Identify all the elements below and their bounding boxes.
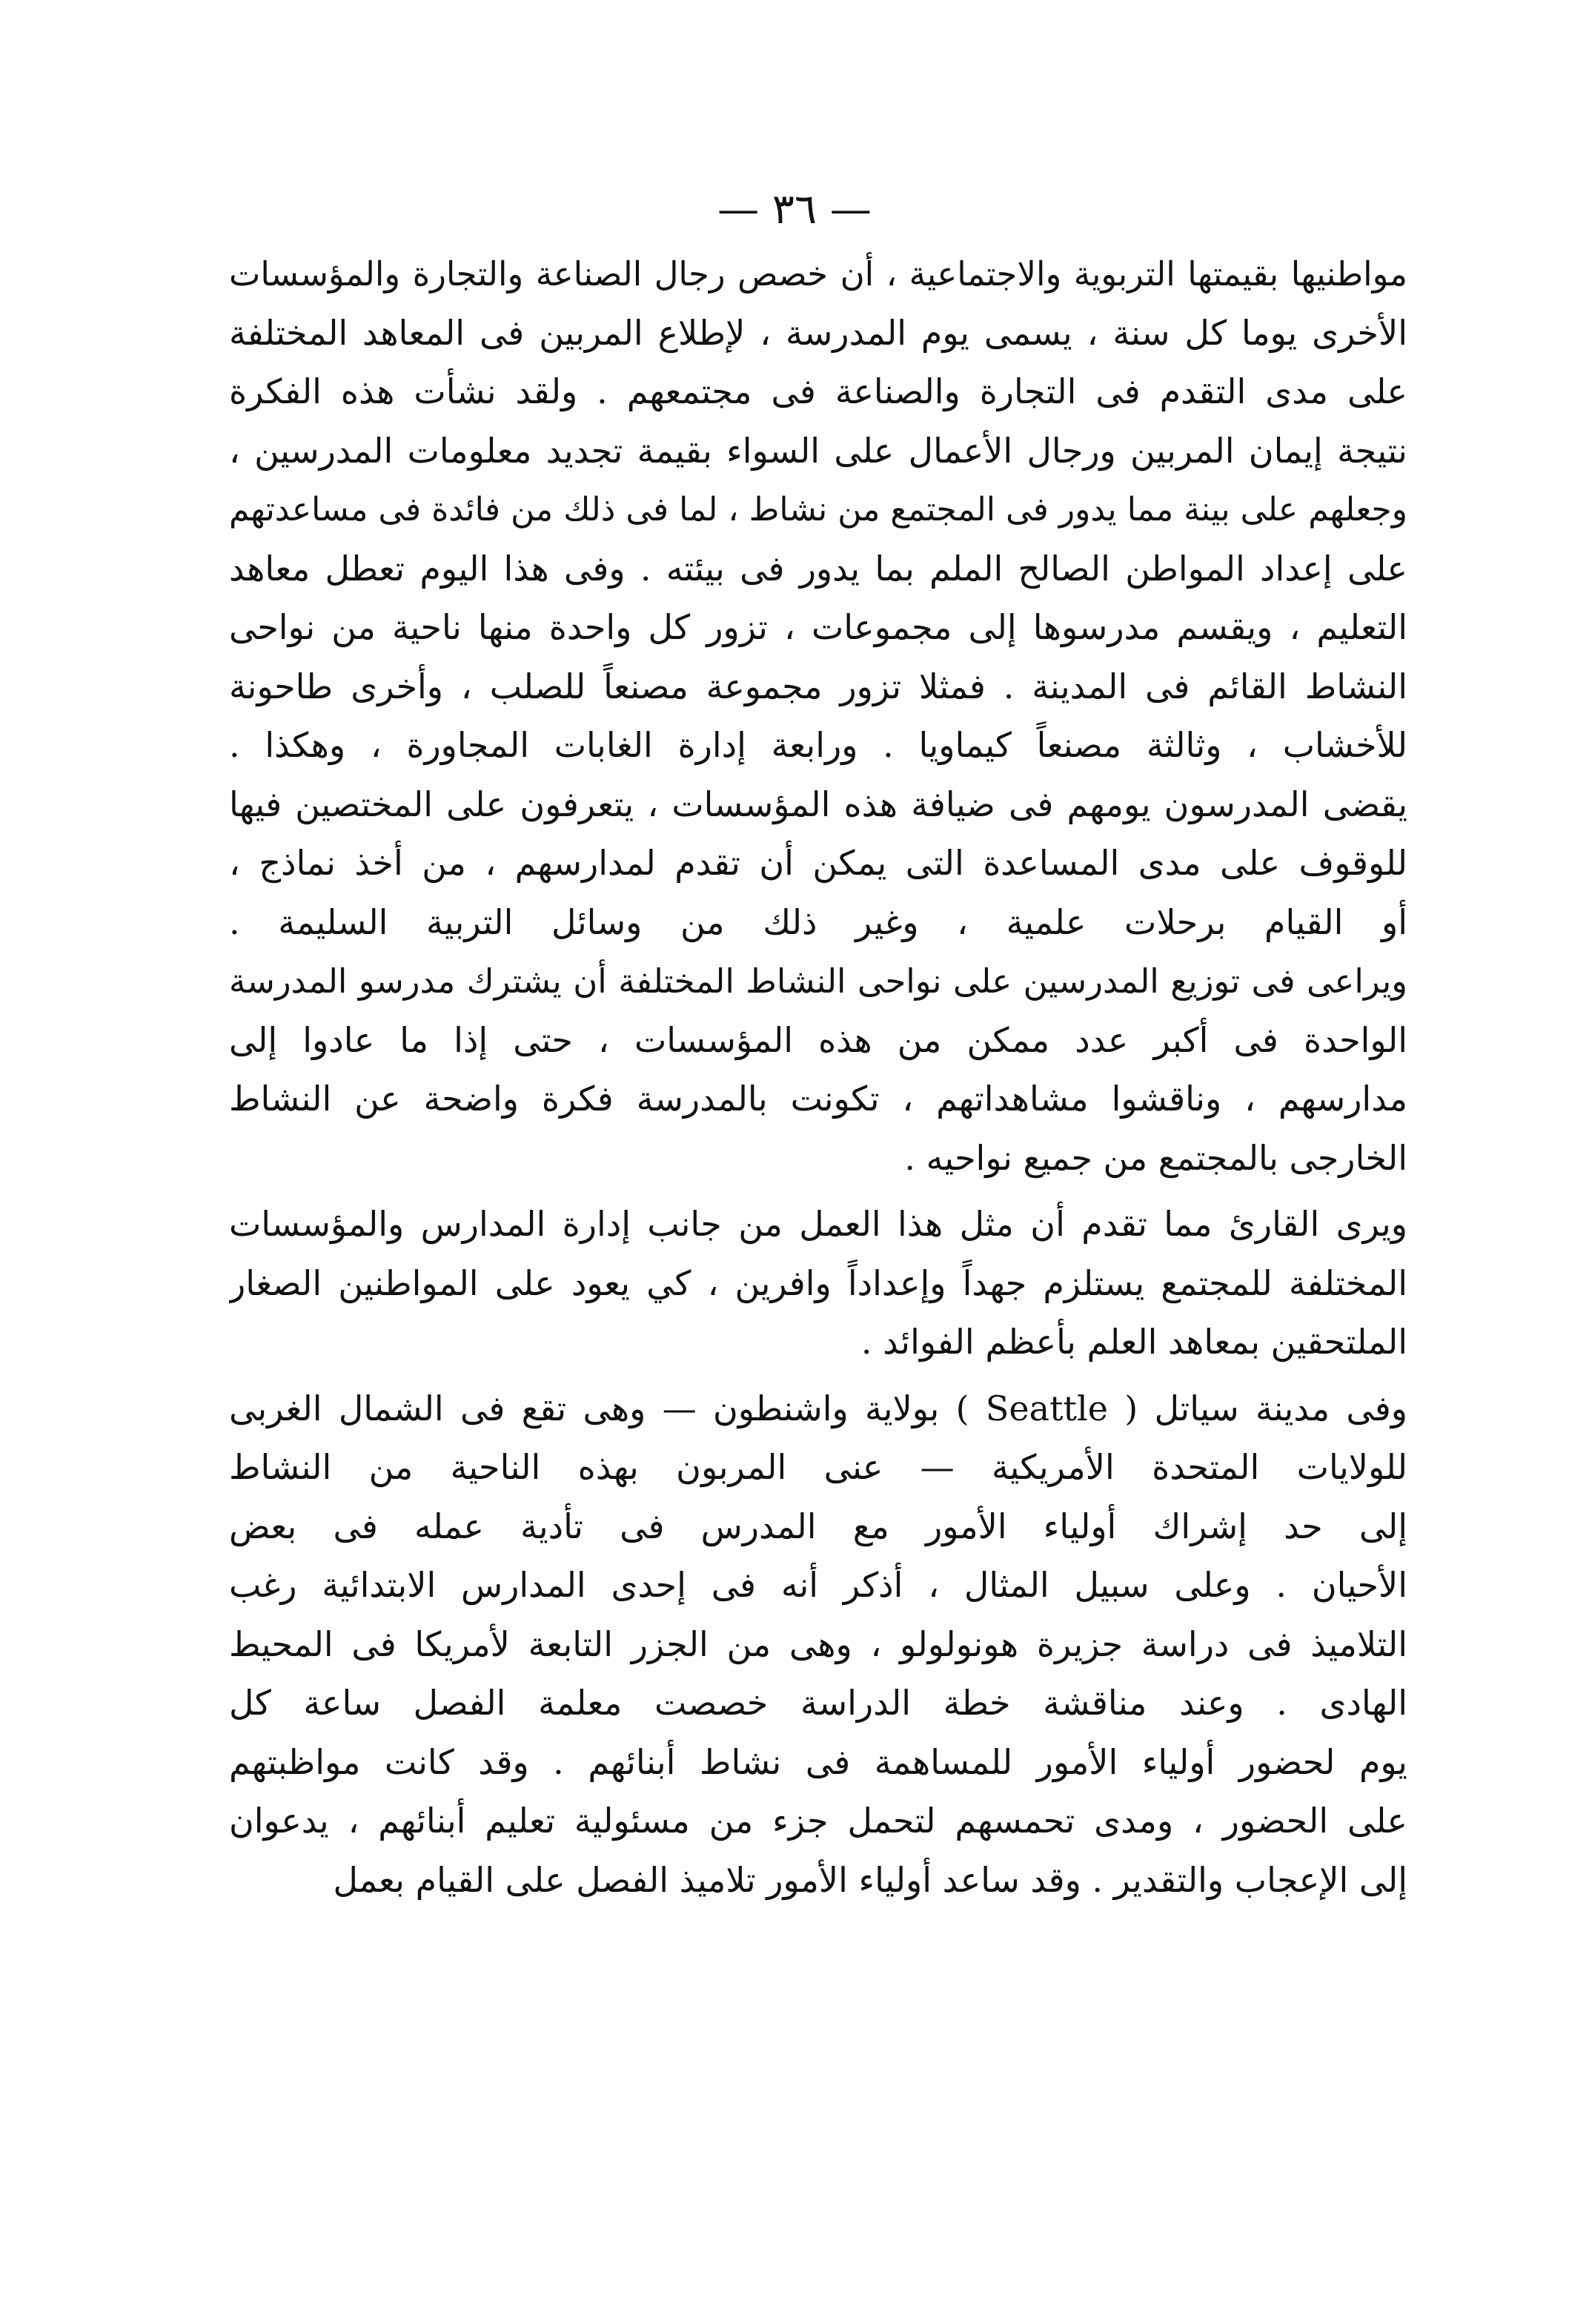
- text-line: الهادى . وعند مناقشة خطة الدراسة خصصت معلمة الفصل ساعة كل: [229, 1683, 1407, 1723]
- text-line: وجعلهم على بينة مما يدور فى المجتمع من نشاط ، لما فى ذلك من فائدة فى مساعدتهم: [229, 491, 1407, 529]
- text-line: يوم لحضور أولياء الأمور للمساهمة فى نشاط أبنائهم . وقد كانت مواظبتهم: [229, 1741, 1407, 1782]
- text-line: على مدى التقدم فى التجارة والصناعة فى مجتمعهم . ولقد نشأت هذه الفكرة: [229, 371, 1407, 411]
- text-line: الأخرى يوما كل سنة ، يسمى يوم المدرسة ، لإطلاع المربين فى المعاهد المختلفة: [229, 312, 1407, 353]
- text-line: مواطنيها بقيمتها التربوية والاجتماعية ، أن خصص رجال الصناعة والتجارة والمؤسسات: [229, 254, 1407, 294]
- paragraph: [229, 1380, 1407, 1910]
- text-line: أو القيام برحلات علمية ، وغير ذلك من وسائل التربية السليمة .: [229, 901, 1407, 942]
- text-line: الملتحقين بمعاهد العلم بأعظم الفوائد .: [860, 1322, 1407, 1362]
- text-line: المختلفة للمجتمع يستلزم جهداً وإعداداً وافرين ، كي يعود على المواطنين الصغار: [229, 1262, 1407, 1303]
- body-text: [229, 245, 1407, 1910]
- text-line: للولايات المتحدة الأمريكية — عنى المربون بهذه الناحية من النشاط: [229, 1447, 1407, 1487]
- paragraph-gap: [229, 1188, 1407, 1195]
- page-number: — ٣٦ —: [717, 185, 872, 234]
- text-line: ويرى القارئ مما تقدم أن مثل هذا العمل من جانب إدارة المدارس والمؤسسات: [229, 1204, 1407, 1244]
- text-line: إلى حد إشراك أولياء الأمور مع المدرس فى تأدية عمله فى بعض: [229, 1506, 1407, 1546]
- text-line: وفى مدينة سياتل ( Seattle ) بولاية واشنطون — وهى تقع فى الشمال الغربى: [229, 1388, 1407, 1429]
- text-line: نتيجة إيمان المربين ورجال الأعمال على السواء بقيمة تجديد معلومات المدرسين ،: [229, 430, 1407, 471]
- text-line: الخارجى بالمجتمع من جميع نواحيه .: [904, 1137, 1407, 1178]
- text-line: الواحدة فى أكبر عدد ممكن من هذه المؤسسات ، حتى إذا ما عادوا إلى: [229, 1019, 1407, 1060]
- paragraph: [229, 1195, 1407, 1372]
- paragraph: [229, 245, 1407, 1188]
- paragraph-gap: [229, 1372, 1407, 1380]
- text-line: ويراعى فى توزيع المدرسين على نواحى النشاط المختلفة أن يشترك مدرسو المدرسة: [229, 961, 1407, 1001]
- text-line: للوقوف على مدى المساعدة التى يمكن أن تقدم لمدارسهم ، من أخذ نماذج ،: [229, 843, 1407, 883]
- text-line: مدارسهم ، وناقشوا مشاهداتهم ، تكونت بالمدرسة فكرة واضحة عن النشاط: [229, 1079, 1407, 1119]
- text-line: النشاط القائم فى المدينة . فمثلا تزور مجموعة مصنعاً للصلب ، وأخرى طاحونة: [229, 666, 1407, 706]
- text-line: يقضى المدرسون يومهم فى ضيافة هذه المؤسسات ، يتعرفون على المختصين فيها: [229, 784, 1407, 824]
- text-line: التعليم ، ويقسم مدرسوها إلى مجموعات ، تزور كل واحدة منها ناحية من نواحى: [229, 607, 1407, 647]
- text-line: للأخشاب ، وثالثة مصنعاً كيماويا . ورابعة إدارة الغابات المجاورة ، وهكذا .: [229, 725, 1407, 765]
- text-line: على إعداد المواطن الصالح الملم بما يدور فى بيئته . وفى هذا اليوم تعطل معاهد: [229, 548, 1407, 589]
- text-line: التلاميذ فى دراسة جزيرة هونولولو ، وهى من الجزر التابعة لأمريكا فى المحيط: [229, 1623, 1407, 1664]
- text-line: إلى الإعجاب والتقدير . وقد ساعد أولياء الأمور تلاميذ الفصل على القيام بعمل: [333, 1859, 1407, 1900]
- text-line: الأحيان . وعلى سبيل المثال ، أذكر أنه فى إحدى المدارس الابتدائية رغب: [229, 1565, 1407, 1605]
- text-line: على الحضور ، ومدى تحمسهم لتحمل جزء من مسئولية تعليم أبنائهم ، يدعوان: [229, 1801, 1407, 1841]
